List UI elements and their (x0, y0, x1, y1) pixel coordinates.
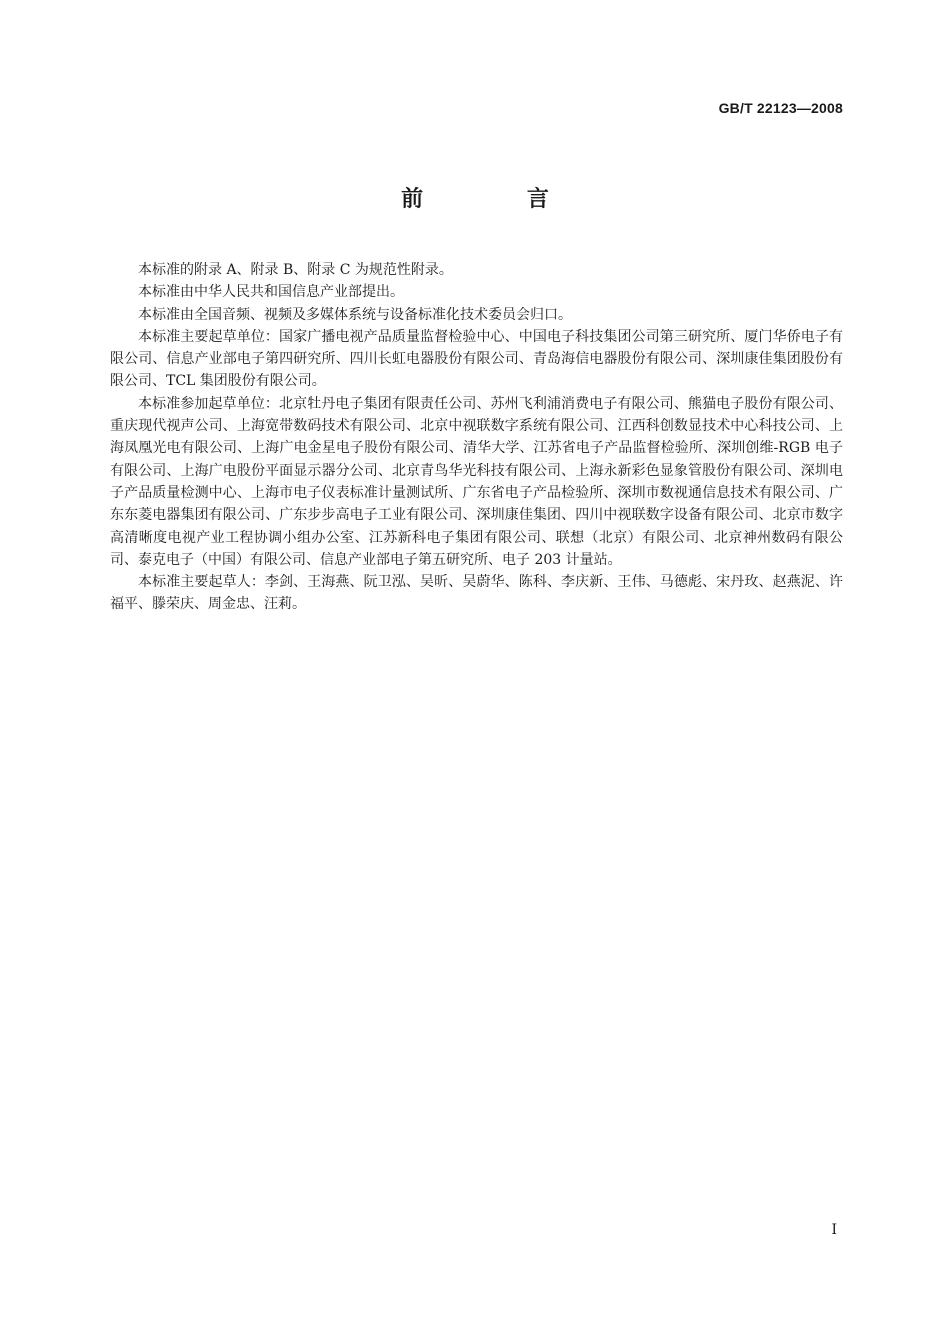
paragraph-annexes: 本标准的附录 A、附录 B、附录 C 为规范性附录。 (138, 262, 453, 278)
paragraph-main-drafters: 本标准主要起草单位：国家广播电视产品质量监督检验中心、中国电子科技集团公司第三研究所、厦门华侨电子有限公司、信息产业部电子第四研究所、四川长虹电器股份有限公司、青岛海信电器股份有限公司、深圳康佳集团股份有限公司、TCL 集团股份有限公司。 (110, 328, 843, 390)
page-number: I (831, 1222, 837, 1238)
paragraph-committee: 本标准由全国音频、视频及多媒体系统与设备标准化技术委员会归口。 (138, 306, 572, 323)
foreword-body (110, 259, 843, 616)
paragraph-authors: 本标准主要起草人：李剑、王海燕、阮卫泓、吴昕、吴蔚华、陈科、李庆新、王伟、马德彪、宋丹玫、赵燕泥、许福平、滕荣庆、周金忠、汪莉。 (110, 574, 843, 613)
paragraph-proposer: 本标准由中华人民共和国信息产业部提出。 (138, 284, 404, 301)
standard-code: GB/T 22123—2008 (718, 100, 843, 116)
page-title: 前 言 (401, 187, 597, 212)
paragraph-participating-drafters: 本标准参加起草单位：北京牡丹电子集团有限责任公司、苏州飞利浦消费电子有限公司、熊猫电子股份有限公司、重庆现代视声公司、上海宽带数码技术有限公司、北京中视联数字系统有限公司、江西科创数显技术中心科技公司、上海凤凰光电有限公司、上海广电金星电子股份有限公司、清华大学、江苏省电子产品监督检验所、深圳创维-RGB 电子有限公司、上海广电股份平面显示器分公司、北京青鸟华光科技有限公司、上海永新彩色显象管股份有限公司、深圳电子产品质量检测中心、上海市电子仪表标准计量测试所、广东省电子产品检验所、深圳市数视通信息技术有限公司、广东东菱电器集团有限公司、广东步步高电子工业有限公司、深圳康佳集团、四川中视联数字设备有限公司、北京市数字高清晰度电视产业工程协调小组办公室、江苏新科电子集团有限公司、联想（北京）有限公司、北京神州数码有限公司、泰克电子（中国）有限公司、信息产业部电子第五研究所、电子 203 计量站。 (110, 395, 843, 568)
